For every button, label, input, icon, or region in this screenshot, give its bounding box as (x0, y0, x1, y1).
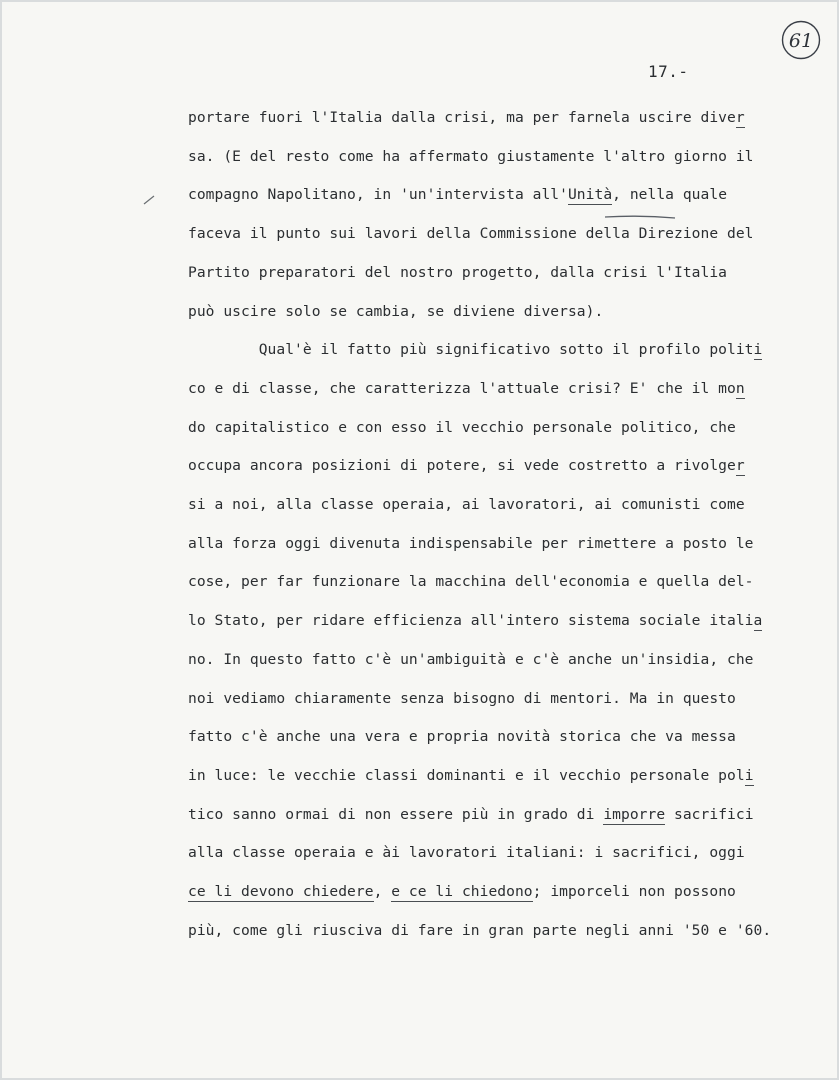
text-line (188, 106, 745, 130)
text-segment: ; imporceli non possono (532, 883, 736, 900)
underlined-text: e ce li chiedono (391, 883, 533, 900)
text-line (188, 493, 745, 517)
text-line (188, 687, 736, 711)
text-segment: , (373, 883, 392, 900)
text-line (188, 377, 745, 401)
document-page (2, 2, 837, 1078)
text-segment: Partito preparatori del nostro progetto, dalla crisi l'Italia (188, 263, 728, 281)
underlined-text: n (735, 379, 745, 397)
text-segment: , nella quale (612, 186, 728, 204)
text-line (188, 880, 736, 904)
text-segment: co e di classe, che caratterizza l'attuale crisi? E' che il mo (188, 379, 736, 397)
text-segment: occupa ancora posizioni di potere, si vede costretto a rivolge (188, 457, 736, 475)
text-line (188, 416, 736, 440)
text-segment: in luce: le vecchie classi dominanti e il vecchio personale pol (188, 766, 745, 784)
text-segment: alla classe operaia e ài lavoratori italiani: i sacrifici, oggi (188, 844, 745, 862)
underlined-text: Unità (567, 186, 613, 204)
text-segment: lo Stato, per ridare efficienza all'intero sistema sociale itali (188, 612, 754, 630)
page-number: 17.- (648, 62, 689, 81)
text-line (188, 648, 754, 672)
text-line (188, 609, 762, 633)
underlined-text: r (735, 109, 745, 126)
margin-pencil-mark (142, 194, 156, 206)
text-segment: cose, per far funzionare la macchina dell'economia e quella del- (188, 573, 754, 591)
handwritten-underline-stroke (604, 214, 676, 220)
text-segment: si a noi, alla classe operaia, ai lavoratori, ai comunisti come (188, 496, 745, 513)
underlined-text: imporre (603, 805, 666, 823)
text-line (188, 919, 771, 943)
underlined-text: i (744, 766, 754, 784)
text-line (188, 183, 727, 207)
text-line (188, 300, 603, 324)
text-line (188, 454, 745, 478)
text-segment: sacrifici (665, 805, 754, 823)
text-segment: può uscire solo se cambia, se diviene diversa). (188, 302, 604, 320)
text-line (188, 841, 745, 865)
text-segment: faceva il punto sui lavori della Commissione della Direzione del (188, 225, 754, 243)
text-segment: noi vediamo chiaramente senza bisogno di mentori. Ma in questo (188, 689, 736, 707)
archive-number-stamp (780, 19, 822, 61)
text-segment: fatto c'è anche una vera e propria novità storica che va messa (188, 728, 736, 746)
text-line (188, 338, 762, 362)
text-line (188, 725, 736, 749)
underlined-text: ce li devono chiedere (188, 883, 374, 900)
text-segment: do capitalistico e con esso il vecchio personale politico, che (188, 418, 736, 436)
text-segment: no. In questo fatto c'è un'ambiguità e c'è anche un'insidia, che (188, 650, 754, 668)
underlined-text: a (753, 612, 763, 630)
underlined-text: i (753, 341, 763, 359)
stamp-number: 61 (788, 30, 814, 52)
text-segment: alla forza oggi divenuta indispensabile per rimettere a posto le (188, 534, 754, 552)
text-segment: sa. (E del resto come ha affermato giustamente l'altro giorno il (188, 147, 754, 165)
text-line (188, 803, 754, 827)
text-line (188, 764, 754, 788)
text-segment: tico sanno ormai di non essere più in grado di (188, 805, 604, 823)
text-line (188, 532, 754, 556)
text-line (188, 222, 754, 246)
text-segment: Qual'è il fatto più significativo sotto il profilo polit (188, 341, 754, 359)
text-segment: compagno Napolitano, in 'un'intervista all' (188, 186, 568, 204)
text-line (188, 145, 754, 169)
text-segment: più, come gli riusciva di fare in gran parte negli anni '50 e '60. (188, 921, 772, 939)
text-line (188, 261, 727, 285)
underlined-text: r (735, 457, 745, 475)
text-line (188, 570, 754, 594)
text-segment: portare fuori l'Italia dalla crisi, ma per farnela uscire dive (188, 109, 736, 126)
